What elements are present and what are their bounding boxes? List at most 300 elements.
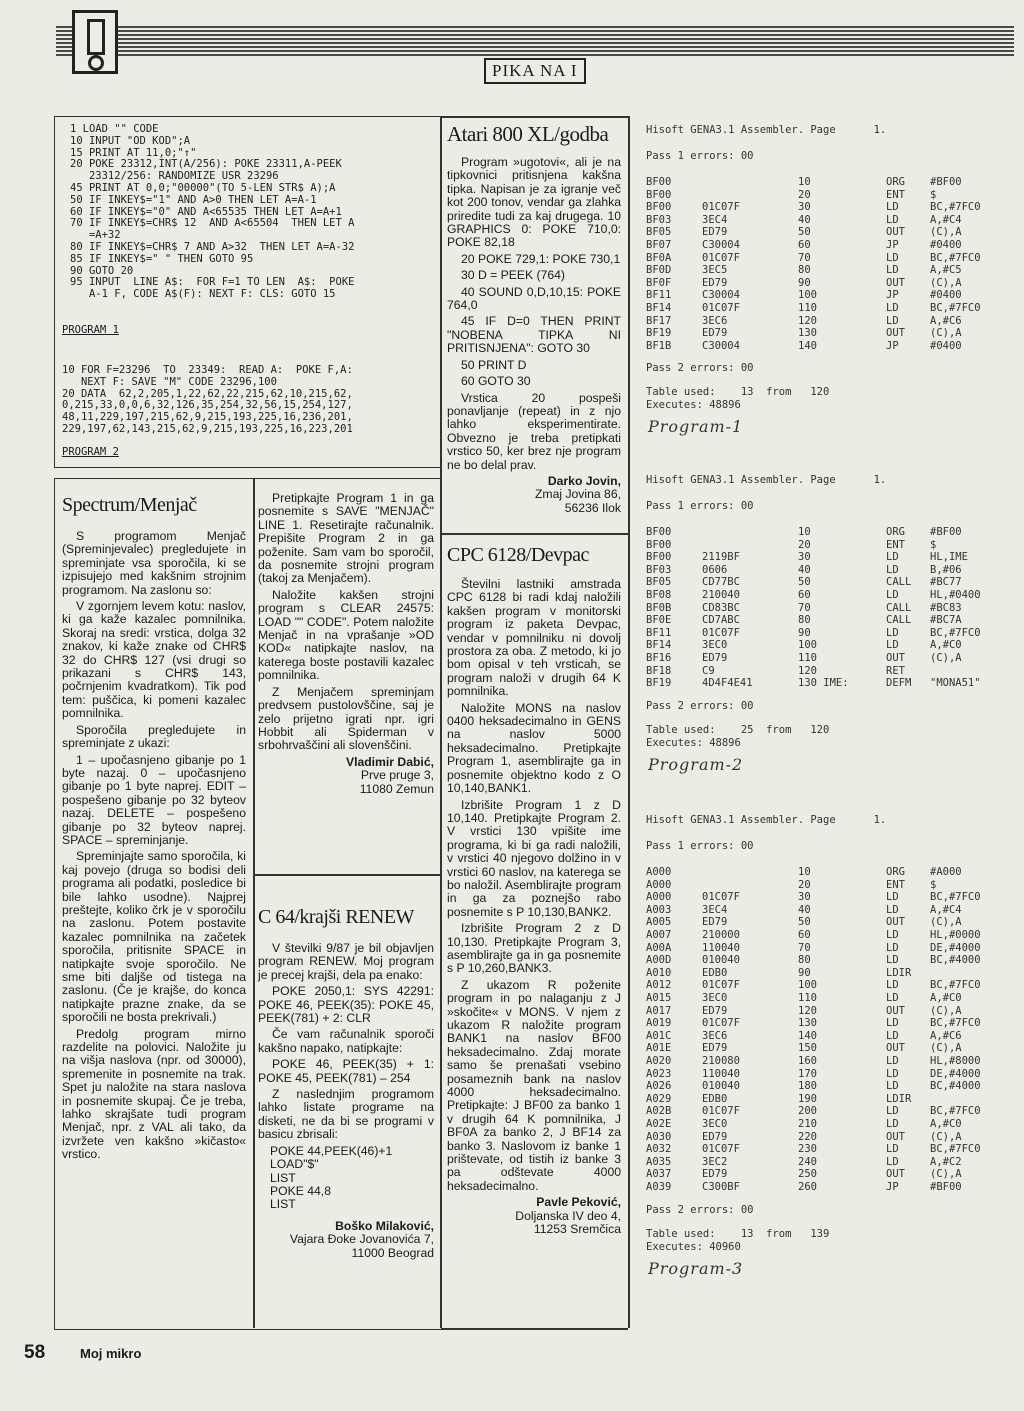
address-cell: BF00: [646, 176, 672, 188]
code-line: NEXT F: SAVE "M" CODE 23296,100: [62, 375, 277, 388]
line-number-cell: 50: [798, 916, 811, 929]
cpc-p3: Izbrišite Program 1 z D 10,140. Pretipkajte Program 2. V vrstici 130 vpišite ime programa, ki bi ga radi naložili, v vrstici 40 njegovo dolžino in v vrstici 60 naslov, na katerega se bo naložil. Asemblirajte program in ga za poznejšo rabo posnemite s P 10,130,BANK2.: [447, 797, 621, 919]
address-cell: BF0A: [646, 251, 672, 264]
operand-cell: DE,#4000: [930, 941, 981, 954]
address-cell: BF00: [646, 188, 672, 201]
c64-address-2: 11000 Beograd: [351, 1245, 434, 1260]
operand-cell: BC,#7FC0: [930, 626, 981, 639]
opcode-cell: EDB0: [702, 1092, 728, 1105]
opcode-cell: ED79: [702, 276, 728, 289]
mnemonic-cell: LDIR: [886, 1092, 912, 1105]
address-cell: A00A: [646, 941, 672, 954]
opcode-cell: ED79: [702, 1042, 728, 1055]
address-cell: BF08: [646, 589, 672, 601]
program-handwritten-label: Program-1: [648, 417, 744, 437]
line-number-cell: 240: [798, 1155, 817, 1168]
line-number-cell: 20: [798, 878, 811, 891]
address-cell: BF05: [646, 576, 672, 589]
address-cell: BF17: [646, 314, 672, 327]
mnemonic-cell: JP: [886, 289, 899, 302]
address-cell: BF0D: [646, 264, 672, 277]
line-number-cell: 70: [798, 941, 811, 954]
operand-cell: $: [930, 188, 937, 201]
line-number-cell: 100: [798, 289, 817, 302]
operand-cell: BC,#7FC0: [930, 1143, 981, 1156]
mnemonic-cell: OUT: [886, 1168, 905, 1181]
atari-p2: 20 POKE 729,1: POKE 730,1: [461, 251, 621, 266]
table-used: Table used: 13 from 139: [646, 1227, 830, 1240]
line-number-cell: 30: [798, 891, 811, 904]
address-cell: BF00: [646, 526, 672, 538]
opcode-cell: 0606: [702, 563, 728, 576]
line-number-cell: 110: [798, 302, 817, 314]
opcode-cell: ED79: [702, 1130, 728, 1143]
opcode-cell: CD83BC: [702, 601, 740, 614]
opcode-cell: ED79: [702, 1168, 728, 1181]
mnemonic-cell: LD: [886, 1118, 899, 1130]
mnemonic-cell: LD: [886, 992, 899, 1004]
address-cell: BF00: [646, 538, 672, 551]
opcode-cell: CD7ABC: [702, 614, 740, 627]
c64-author: Boško Milaković,: [335, 1218, 434, 1233]
mnemonic-cell: LD: [886, 201, 899, 214]
atari-author: Darko Jovin,: [547, 473, 621, 488]
operand-cell: A,#C4: [930, 213, 962, 226]
executes: Executes: 48896: [646, 399, 741, 412]
mnemonic-cell: LD: [886, 213, 899, 226]
address-cell: A01C: [646, 1029, 672, 1042]
line-number-cell: 190: [798, 1092, 817, 1105]
code-line: 48,11,229,197,215,62,9,215,193,225,16,236,201,: [62, 411, 353, 424]
opcode-cell: 01C07F: [702, 626, 740, 639]
address-cell: A020: [646, 1055, 672, 1067]
mnemonic-cell: OUT: [886, 327, 905, 340]
atari-address-2: 56236 Ilok: [564, 500, 621, 515]
mnemonic-cell: ORG: [886, 526, 905, 538]
mnemonic-cell: LD: [886, 251, 899, 264]
operand-cell: A,#C6: [930, 1029, 962, 1042]
line-number-cell: 130: [798, 1017, 817, 1030]
code-line: 70 IF INKEY$=CHR$ 12 AND A<65504 THEN LET A: [70, 217, 355, 230]
address-cell: A007: [646, 929, 672, 941]
line-number-cell: 60: [798, 239, 811, 251]
line-number-cell: 90: [798, 626, 811, 639]
operand-cell: A,#C6: [930, 314, 962, 327]
program-1-listing: [70, 124, 354, 301]
mnemonic-cell: LD: [886, 929, 899, 941]
code-line: 60 IF INKEY$="0" AND A<65535 THEN LET A=A+1: [70, 205, 342, 218]
address-cell: BF0E: [646, 614, 672, 627]
operand-cell: DE,#4000: [930, 1067, 981, 1080]
operand-cell: #BF00: [930, 526, 962, 538]
mnemonic-cell: LD: [886, 941, 899, 954]
operand-cell: A,#C2: [930, 1155, 962, 1168]
mnemonic-cell: ENT: [886, 878, 905, 891]
address-cell: BF07: [646, 239, 672, 251]
line-number-cell: 40: [798, 213, 811, 226]
address-cell: BF0B: [646, 601, 672, 614]
operand-cell: BC,#7FC0: [930, 251, 981, 264]
operand-cell: $: [930, 538, 937, 551]
line-number-cell: 30: [798, 551, 811, 564]
operand-cell: BC,#7FC0: [930, 979, 981, 992]
code-line: 80 IF INKEY$=CHR$ 7 AND A>32 THEN LET A=A-32: [70, 240, 355, 253]
mnemonic-cell: LD: [886, 1055, 899, 1067]
opcode-cell: 3EC4: [702, 213, 728, 226]
cpc-author: Pavle Peković,: [536, 1195, 621, 1210]
code-line: 45 PRINT AT 0,0;"00000"(TO 5-LEN STR$ A);A: [70, 181, 336, 194]
address-cell: BF1B: [646, 339, 672, 352]
line-number-cell: 90: [798, 966, 811, 979]
address-cell: BF00: [646, 201, 672, 214]
c64-code3-line: POKE 44,PEEK(46)+1: [270, 1143, 393, 1158]
line-number-cell: 180: [798, 1080, 817, 1093]
mnemonic-cell: LD: [886, 891, 899, 904]
c64-code3-line: LIST: [270, 1197, 296, 1212]
mnemonic-cell: OUT: [886, 1004, 905, 1017]
assembler-row: [646, 677, 986, 691]
program-handwritten-label: Program-3: [648, 1258, 744, 1278]
line-number-cell: 140: [798, 1029, 817, 1042]
address-cell: A000: [646, 878, 672, 891]
mnemonic-cell: OUT: [886, 1130, 905, 1143]
atari-p4: 40 SOUND 0,D,10,15: POKE 764,0: [447, 284, 621, 313]
opcode-cell: ED79: [702, 1004, 728, 1017]
line-number-cell: 150: [798, 1042, 817, 1055]
address-cell: A035: [646, 1155, 672, 1168]
spectrum-p3: Sporočila pregledujete in spreminjate z ukazi:: [62, 722, 246, 751]
c64-code3-line: LOAD"$": [270, 1157, 319, 1172]
mnemonic-cell: LD: [886, 302, 899, 314]
assembler-header: Hisoft GENA3.1 Assembler. Page 1.: [646, 124, 887, 136]
opcode-cell: 3EC0: [702, 992, 728, 1004]
opcode-cell: 01C07F: [702, 251, 740, 264]
mnemonic-cell: ENT: [886, 538, 905, 551]
code-line: 10 FOR F=23296 TO 23349: READ A: POKE F,A:: [62, 364, 353, 376]
operand-cell: A,#C5: [930, 264, 962, 277]
opcode-cell: ED79: [702, 652, 728, 664]
mnemonic-cell: LD: [886, 903, 899, 916]
bottom-rule: [441, 1328, 628, 1330]
address-cell: A032: [646, 1143, 672, 1156]
c64-code3-line: POKE 44,8: [270, 1183, 331, 1198]
mnemonic-cell: JP: [886, 1181, 899, 1193]
assembler-row: [646, 1181, 986, 1195]
opcode-cell: 3EC6: [702, 1029, 728, 1042]
line-number-cell: 10: [798, 526, 811, 538]
mnemonic-cell: LD: [886, 1067, 899, 1080]
operand-cell: BC,#7FC0: [930, 302, 981, 314]
operand-cell: (C),A: [930, 276, 962, 289]
mnemonic-cell: LD: [886, 563, 899, 576]
code-line: 23312/256: RANDOMIZE USR 23296: [70, 170, 279, 183]
table-used: Table used: 13 from 120: [646, 386, 830, 399]
line-number-cell: 100: [798, 979, 817, 992]
mnemonic-cell: CALL: [886, 614, 912, 627]
code-line: 1 LOAD "" CODE: [70, 123, 159, 135]
operand-cell: #BC77: [930, 576, 962, 589]
code-line: 95 INPUT LINE A$: FOR F=1 TO LEN A$: POKE: [70, 276, 355, 289]
pass-1-errors: Pass 1 errors: 00: [646, 840, 754, 852]
mnemonic-cell: LD: [886, 979, 899, 992]
opcode-cell: 010040: [702, 954, 740, 967]
mnemonic-cell: OUT: [886, 916, 905, 929]
address-cell: A00D: [646, 954, 672, 967]
opcode-cell: C9: [702, 664, 715, 677]
program-2-listing: [62, 365, 353, 436]
code-line: 85 IF INKEY$=" " THEN GOTO 95: [70, 252, 254, 265]
mnemonic-cell: OUT: [886, 652, 905, 664]
section-tag: PIKA NA I: [484, 58, 586, 84]
line-number-cell: 260: [798, 1181, 817, 1193]
line-number-cell: 200: [798, 1105, 817, 1118]
line-number-cell: 220: [798, 1130, 817, 1143]
operand-cell: (C),A: [930, 1042, 962, 1055]
opcode-cell: EDB0: [702, 966, 728, 979]
atari-p7: 60 GOTO 30: [461, 374, 531, 389]
operand-cell: (C),A: [930, 652, 962, 664]
mnemonic-cell: LD: [886, 1105, 899, 1118]
address-cell: A000: [646, 866, 672, 878]
mnemonic-cell: OUT: [886, 1042, 905, 1055]
exclamation-logo-icon: [72, 10, 118, 74]
program-2-label: PROGRAM 2: [62, 446, 119, 458]
address-cell: A019: [646, 1017, 672, 1030]
line-number-cell: 80: [798, 614, 811, 627]
opcode-cell: 210000: [702, 929, 740, 941]
line-number-cell: 60: [798, 589, 811, 601]
mnemonic-cell: LD: [886, 551, 899, 564]
code-line: 0,215,33,0,0,6,32,126,35,254,32,56,15,254,127,: [62, 399, 353, 412]
c64-body: [258, 942, 434, 1260]
executes: Executes: 48896: [646, 736, 741, 749]
address-cell: BF11: [646, 626, 672, 639]
cpc-p1: Številni lastniki amstrada CPC 6128 bi radi kdaj naložili kakšen program v monitorski program iz paketa Devpac, vendar v pomnilniku ni dovolj prostora za oba. Z metodo, ki jo bom opisal v teh vrsticah, se program naloži v drugih 64 K pomnilnika.: [447, 577, 621, 699]
opcode-cell: C300BF: [702, 1181, 740, 1193]
line-number-cell: 50: [798, 576, 811, 589]
spectrum-col2: [258, 492, 434, 796]
code-line: 229,197,62,143,215,62,9,215,193,225,16,223,201: [62, 422, 353, 435]
mnemonic-cell: LD: [886, 314, 899, 327]
opcode-cell: 210040: [702, 589, 740, 601]
atari-p8: Vrstica 20 pospeši ponavljanje (repeat) in z njo lahko eksperimentirate. Obvezno je treba pretipkati vrstico 50, ker brez nje program ne bo delal prav.: [447, 390, 621, 472]
opcode-cell: CD77BC: [702, 576, 740, 589]
cpc-p5: Z ukazom R poženite program in po nalaganju z J »skočite« v MONS. V njem z ukazom R naložite program BANK1 na naslov BF00 heksadecimalno. Zdaj morate samo še prenašati vsebino posameznih bank na naslov 4000 heksadecimalno. Pretipkajte: J BF00 za banko 1 v drugih 64 K pomnilnika, J BF0A za banko 2, J BF14 za banko 3. Naslovom iz banke 1 prištevate, od tistih iz banke 3 pa odštevate 4000 heksadecimalno.: [447, 977, 621, 1193]
mnemonic-cell: LD: [886, 639, 899, 652]
opcode-cell: 3EC6: [702, 314, 728, 327]
cpc-body: [447, 578, 621, 1237]
pass-2-errors: Pass 2 errors: 00: [646, 1203, 754, 1216]
opcode-cell: C30004: [702, 239, 740, 251]
executes: Executes: 40960: [646, 1240, 741, 1253]
operand-cell: "MONA51": [930, 677, 981, 690]
operand-cell: #BF00: [930, 176, 962, 188]
code-line: 15 PRINT AT 11,0;"↑": [70, 146, 197, 159]
spectrum-p7: Pretipkajte Program 1 in ga posnemite s SAVE "MENJAČ" LINE 1. Resetirajte računalnik. Prepišite Program 2 in ga poženite. Sam vam bo sporočil, da posnemite strojni program (takoj za Menjačem).: [258, 491, 434, 586]
address-cell: BF14: [646, 302, 672, 314]
address-cell: A005: [646, 916, 672, 929]
operand-cell: #BC7A: [930, 614, 962, 627]
opcode-cell: 3EC0: [702, 639, 728, 652]
address-cell: A017: [646, 1004, 672, 1017]
operand-cell: A,#C0: [930, 1118, 962, 1130]
operand-cell: $: [930, 878, 937, 891]
address-cell: A029: [646, 1092, 672, 1105]
mnemonic-cell: LD: [886, 1155, 899, 1168]
opcode-cell: 010040: [702, 1080, 740, 1093]
address-cell: BF19: [646, 677, 672, 690]
address-cell: BF05: [646, 226, 672, 239]
cpc-address-1: Doljanska IV deo 4,: [515, 1208, 621, 1223]
opcode-cell: 4D4F4E41: [702, 677, 753, 690]
line-number-cell: 110: [798, 992, 817, 1004]
line-number-cell: 210: [798, 1118, 817, 1130]
line-number-cell: 140: [798, 339, 817, 352]
cpc-title: CPC 6128/Devpac: [447, 544, 589, 566]
atari-p3: 30 D = PEEK (764): [461, 268, 565, 283]
code-line: 90 GOTO 20: [70, 264, 134, 277]
c64-code1: POKE 2050,1: SYS 42291: POKE 46, PEEK(35): POKE 45, PEEK(781) + 2: CLR: [258, 984, 434, 1026]
operand-cell: BC,#7FC0: [930, 201, 981, 214]
operand-cell: #A000: [930, 866, 962, 878]
opcode-cell: 01C07F: [702, 1017, 740, 1030]
cpc-address-2: 11253 Sremčica: [533, 1222, 621, 1237]
operand-cell: (C),A: [930, 1168, 962, 1181]
address-cell: BF19: [646, 327, 672, 340]
mnemonic-cell: DEFM: [886, 677, 912, 690]
c64-code3-line: LIST: [270, 1170, 296, 1185]
address-cell: BF03: [646, 213, 672, 226]
address-cell: BF11: [646, 289, 672, 302]
code-line: 10 INPUT "OD KOD";A: [70, 134, 191, 147]
address-cell: A02B: [646, 1105, 672, 1118]
line-number-cell: 80: [798, 954, 811, 967]
operand-cell: HL,#8000: [930, 1055, 981, 1067]
line-number-cell: 100: [798, 639, 817, 652]
opcode-cell: 3EC2: [702, 1155, 728, 1168]
pass-2-errors: Pass 2 errors: 00: [646, 362, 754, 375]
address-cell: BF00: [646, 551, 672, 564]
line-number-cell: 30: [798, 201, 811, 214]
code-line: A-1 F, CODE A$(F): NEXT F: CLS: GOTO 15: [70, 288, 336, 301]
opcode-cell: 110040: [702, 941, 740, 954]
mnemonic-cell: CALL: [886, 601, 912, 614]
code-line: =A+32: [70, 229, 121, 242]
line-number-cell: 120: [798, 664, 817, 677]
address-cell: BF16: [646, 652, 672, 664]
opcode-cell: 110040: [702, 1067, 740, 1080]
mnemonic-cell: LD: [886, 954, 899, 967]
operand-cell: A,#C0: [930, 639, 962, 652]
spectrum-p8: Naložite kakšen strojni program s CLEAR 24575: LOAD "" CODE". Potem naložite Menjač in na vprašanje »OD KOD« natipkajte naslov, na katerega boste postavili kazalec pomnilnika.: [258, 587, 434, 683]
spectrum-p5: Spreminjajte samo sporočila, ki kaj povejo (druga so bodisi deli programa ali podatki, posledice bi bile lahko usodne). Najprej preštejte, koliko črk je v sporočilu na zaslonu. Potem postavite kazalec pomnilnika na začetek sporočila, pritisnite SPACE in natipkajte svoje sporočilo. Ne sme biti daljše od tistega na zaslonu. (Če je krajše, do konca natipkajte prazne znake, da se sporočili ne bosta prekrivali.): [62, 849, 246, 1025]
mnemonic-cell: LD: [886, 1080, 899, 1093]
operand-cell: #BC83: [930, 601, 962, 614]
line-number-cell: 60: [798, 929, 811, 941]
opcode-cell: ED79: [702, 226, 728, 239]
address-cell: BF14: [646, 639, 672, 652]
spectrum-address-1: Prve pruge 3,: [360, 768, 434, 783]
program-1-label: PROGRAM 1: [62, 324, 119, 336]
spectrum-address-2: 11080 Zemun: [359, 781, 434, 796]
address-cell: A026: [646, 1080, 672, 1093]
address-cell: A003: [646, 903, 672, 916]
program-handwritten-label: Program-2: [648, 754, 744, 774]
address-cell: A037: [646, 1168, 672, 1181]
mnemonic-cell: ORG: [886, 866, 905, 878]
operand-cell: BC,#7FC0: [930, 1105, 981, 1118]
opcode-cell: C30004: [702, 339, 740, 352]
address-cell: A039: [646, 1181, 672, 1193]
mnemonic-cell: LD: [886, 1017, 899, 1030]
spectrum-p6: Predolg program mirno razdelite na polovici. Naložite ju na višja naslova (npr. od 30000), spremenite in posnemite na trak. Spet ju naložite na stara naslova in posnemite skupaj. Če je treba, lahko skrajšate tudi program Menjač, npr. z VAL ali tako, da izvržete ven kakšno »kičasto« vrstico.: [62, 1026, 246, 1162]
operand-cell: (C),A: [930, 1130, 962, 1143]
atari-title: Atari 800 XL/godba: [447, 122, 609, 146]
line-number-cell: 50: [798, 226, 811, 239]
operand-cell: HL,#0000: [930, 929, 981, 941]
pass-1-errors: Pass 1 errors: 00: [646, 500, 754, 512]
line-number-cell: 130 IME:: [798, 677, 849, 690]
mnemonic-cell: OUT: [886, 276, 905, 289]
opcode-cell: 3EC5: [702, 264, 728, 277]
mnemonic-cell: LD: [886, 264, 899, 277]
address-cell: A023: [646, 1067, 672, 1080]
opcode-cell: 2119BF: [702, 551, 740, 564]
line-number-cell: 110: [798, 652, 817, 664]
atari-p6: 50 PRINT D: [461, 357, 527, 372]
mnemonic-cell: LD: [886, 626, 899, 639]
line-number-cell: 90: [798, 276, 811, 289]
operand-cell: BC,#4000: [930, 954, 981, 967]
operand-cell: A,#C0: [930, 992, 962, 1004]
operand-cell: BC,#4000: [930, 1080, 981, 1093]
cpc-p4: Izbrišite Program 2 z D 10,130. Pretipkajte Program 3, asemblirajte ga in ga posnemite s P 10,260,BANK3.: [447, 921, 621, 976]
opcode-cell: 01C07F: [702, 1105, 740, 1118]
atari-p5: 45 IF D=0 THEN PRINT "NOBENA TIPKA NI PRITISNJENA": GOTO 30: [447, 314, 621, 356]
operand-cell: #0400: [930, 339, 962, 352]
line-number-cell: 160: [798, 1055, 817, 1067]
c64-address-1: Vajara Đoke Jovanovića 7,: [289, 1232, 434, 1247]
operand-cell: (C),A: [930, 916, 962, 929]
c64-code2: POKE 46, PEEK(35) + 1: POKE 45, PEEK(781) – 254: [258, 1057, 434, 1085]
spectrum-p9: Z Menjačem spreminjam predvsem pustolovščine, saj je zelo prijetno igrati npr. igri Hobbit ali Spiderman v srbohrvaščini ali slovenščini.: [258, 684, 434, 753]
operand-cell: A,#C4: [930, 903, 962, 916]
mnemonic-cell: ENT: [886, 188, 905, 201]
opcode-cell: 01C07F: [702, 201, 740, 214]
opcode-cell: 3EC4: [702, 903, 728, 916]
mnemonic-cell: JP: [886, 339, 899, 352]
mnemonic-cell: OUT: [886, 226, 905, 239]
code-line: 50 IF INKEY$="1" AND A>0 THEN LET A=A-1: [70, 193, 317, 206]
address-cell: BF18: [646, 664, 672, 677]
operand-cell: #0400: [930, 289, 962, 302]
mnemonic-cell: RET: [886, 664, 905, 677]
line-number-cell: 120: [798, 314, 817, 327]
line-number-cell: 170: [798, 1067, 817, 1080]
opcode-cell: 210080: [702, 1055, 740, 1067]
opcode-cell: 01C07F: [702, 891, 740, 904]
operand-cell: HL,#0400: [930, 589, 981, 601]
column-rule: [253, 478, 255, 1328]
c64-p2: Če vam računalnik sporoči kakšno napako, natipkajte:: [258, 1027, 434, 1055]
mnemonic-cell: ORG: [886, 176, 905, 188]
opcode-cell: 01C07F: [702, 302, 740, 314]
line-number-cell: 250: [798, 1168, 817, 1181]
header-stripe: [56, 26, 1014, 56]
operand-cell: (C),A: [930, 327, 962, 340]
atari-address-1: Zmaj Jovina 86,: [534, 487, 621, 502]
spectrum-p1: S programom Menjač (Spreminjevalec) pregledujete in spreminjate vsa sporočila, ki se izpisujejo med kakšnim strojnim programom. Na zaslonu so:: [62, 529, 246, 597]
